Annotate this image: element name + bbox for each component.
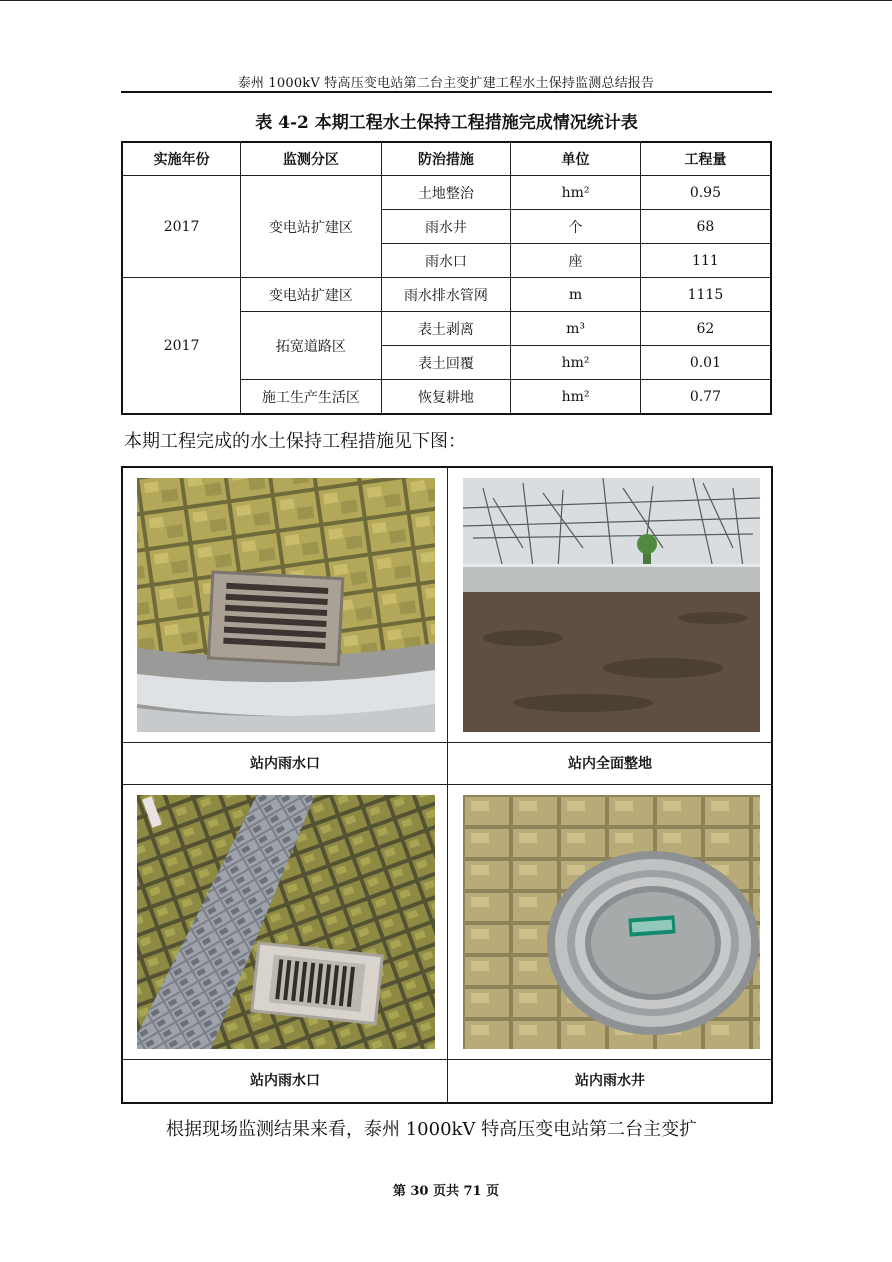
year-cell: 2017 <box>122 176 241 278</box>
photo-caption: 站内全面整地 <box>568 756 652 772</box>
unit-cell: 个 <box>511 210 641 244</box>
table-row <box>122 176 771 210</box>
photo-caption: 站内雨水井 <box>575 1073 645 1089</box>
photo-caption: 站内雨水口 <box>250 1073 320 1089</box>
drain-path-photo <box>137 795 435 1049</box>
qty-cell: 0.95 <box>640 176 771 210</box>
year-cell: 2017 <box>122 278 241 415</box>
col-header-zone: 监测分区 <box>241 142 382 176</box>
zone-cell: 变电站扩建区 <box>241 278 382 312</box>
intro-text: 本期工程完成的水土保持工程措施见下图： <box>124 431 466 452</box>
grid-divider <box>447 468 448 1102</box>
qty-cell: 0.77 <box>640 380 771 415</box>
grid-row-divider <box>123 784 771 785</box>
photo-grid <box>121 466 773 1104</box>
table-header-row <box>122 142 771 176</box>
header-rule <box>121 91 772 93</box>
table-caption: 表 4-2 本期工程水土保持工程措施完成情况统计表 <box>255 113 638 133</box>
table-row <box>122 278 771 312</box>
qty-cell: 111 <box>640 244 771 278</box>
unit-cell: hm² <box>511 346 641 380</box>
zone-cell: 施工生产生活区 <box>241 380 382 415</box>
col-header-unit: 单位 <box>511 142 641 176</box>
qty-cell: 0.01 <box>640 346 771 380</box>
measure-cell: 雨水井 <box>381 210 511 244</box>
graded-land-photo <box>463 478 760 732</box>
unit-cell: m <box>511 278 641 312</box>
measures-table <box>121 141 772 415</box>
page-footer: 第 30 页共 71 页 <box>392 1184 500 1199</box>
drain-grate-photo <box>137 478 435 732</box>
measure-cell: 表土剥离 <box>381 312 511 346</box>
qty-cell: 62 <box>640 312 771 346</box>
unit-cell: hm² <box>511 380 641 415</box>
unit-cell: hm² <box>511 176 641 210</box>
measure-cell: 表土回覆 <box>381 346 511 380</box>
top-border <box>0 0 892 1</box>
body-paragraph: 根据现场监测结果来看，泰州 1000kV 特高压变电站第二台主变扩 <box>166 1119 698 1140</box>
unit-cell: 座 <box>511 244 641 278</box>
col-header-year: 实施年份 <box>122 142 241 176</box>
manhole-photo <box>463 795 760 1049</box>
qty-cell: 68 <box>640 210 771 244</box>
measure-cell: 土地整治 <box>381 176 511 210</box>
col-header-measure: 防治措施 <box>381 142 511 176</box>
unit-cell: m³ <box>511 312 641 346</box>
col-header-qty: 工程量 <box>640 142 771 176</box>
measure-cell: 雨水口 <box>381 244 511 278</box>
report-header-title: 泰州 1000kV 特高压变电站第二台主变扩建工程水土保持监测总结报告 <box>237 76 655 91</box>
zone-cell: 变电站扩建区 <box>241 176 382 278</box>
measure-cell: 恢复耕地 <box>381 380 511 415</box>
measure-cell: 雨水排水管网 <box>381 278 511 312</box>
zone-cell: 拓宽道路区 <box>241 312 382 380</box>
photo-caption: 站内雨水口 <box>250 756 320 772</box>
qty-cell: 1115 <box>640 278 771 312</box>
